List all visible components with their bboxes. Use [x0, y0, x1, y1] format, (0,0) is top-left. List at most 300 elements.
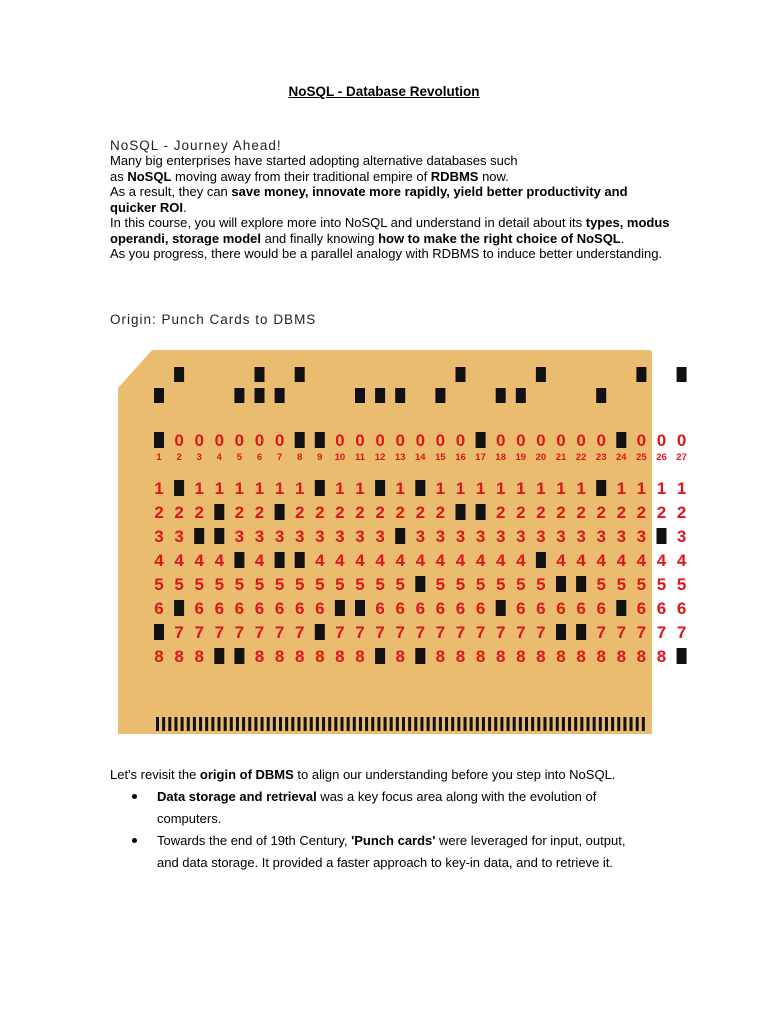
digit-mark: 7	[294, 623, 305, 642]
bottom-tick-mark	[556, 717, 559, 731]
punched-hole	[395, 528, 405, 544]
digit-mark: 3	[475, 527, 486, 546]
digit-mark: 5	[636, 575, 647, 594]
bottom-tick-mark	[279, 717, 282, 731]
digit-mark: 4	[596, 551, 606, 570]
punch-card-graphic	[118, 350, 687, 736]
digit-mark: 3	[415, 527, 426, 546]
digit-mark: 1	[214, 479, 225, 498]
digit-mark: 0	[495, 431, 506, 450]
digit-mark: 7	[475, 623, 486, 642]
digit-mark: 0	[214, 431, 225, 450]
punched-hole	[355, 600, 365, 616]
bottom-tick-mark	[414, 717, 417, 731]
bullet-dot-icon	[132, 838, 137, 843]
bottom-tick-mark	[611, 717, 614, 731]
digit-mark: 4	[455, 551, 466, 570]
digit-mark: 3	[676, 527, 687, 546]
digit-mark: 4	[254, 551, 265, 570]
punched-hole	[154, 432, 164, 448]
bottom-tick-mark	[248, 717, 251, 731]
zone-hole	[435, 388, 445, 403]
bottom-tick-mark	[224, 717, 227, 731]
zone-hole	[395, 388, 405, 403]
column-number-label: 4	[216, 452, 222, 463]
digit-mark: 7	[234, 623, 245, 642]
column-number-label: 17	[475, 452, 486, 463]
digit-mark: 5	[536, 575, 546, 594]
bottom-tick-mark	[341, 717, 344, 731]
punched-hole	[315, 432, 325, 448]
digit-mark: 0	[516, 431, 526, 450]
digit-mark: 5	[435, 575, 446, 594]
bottom-tick-mark	[507, 717, 510, 731]
digit-mark: 1	[194, 479, 204, 498]
digit-mark: 4	[475, 551, 486, 570]
bottom-tick-mark	[587, 717, 590, 731]
digit-mark: 2	[636, 503, 647, 522]
punched-hole	[174, 600, 184, 616]
digit-mark: 0	[395, 431, 405, 450]
digit-mark: 3	[315, 527, 325, 546]
digit-mark: 1	[234, 479, 245, 498]
punched-hole	[375, 480, 385, 496]
digit-mark: 4	[154, 551, 164, 570]
zone-hole	[174, 367, 184, 382]
digit-mark: 7	[656, 623, 667, 642]
column-number-label: 9	[317, 452, 323, 463]
digit-mark: 1	[455, 479, 466, 498]
bottom-tick-mark	[464, 717, 467, 731]
digit-mark: 8	[576, 647, 586, 666]
digit-mark: 6	[435, 599, 446, 618]
bottom-tick-mark	[470, 717, 473, 731]
digit-mark: 6	[415, 599, 426, 618]
digit-mark: 7	[516, 623, 526, 642]
digit-mark: 6	[154, 599, 164, 618]
digit-mark: 7	[395, 623, 405, 642]
bottom-tick-mark	[636, 717, 639, 731]
digit-mark: 7	[194, 623, 204, 642]
bottom-tick-mark	[519, 717, 522, 731]
bottom-tick-mark	[402, 717, 405, 731]
punched-hole	[234, 648, 244, 664]
digit-mark: 4	[656, 551, 667, 570]
digit-mark: 6	[234, 599, 245, 618]
digit-mark: 3	[435, 527, 446, 546]
punched-hole	[677, 648, 687, 664]
column-number-label: 25	[636, 452, 647, 463]
column-number-label: 13	[394, 452, 406, 463]
column-number-label: 18	[495, 452, 506, 463]
digit-mark: 0	[254, 431, 265, 450]
digit-mark: 8	[174, 647, 184, 666]
digit-mark: 6	[194, 599, 204, 618]
digit-mark: 7	[254, 623, 265, 642]
bottom-tick-mark	[156, 717, 159, 731]
bottom-tick-mark	[205, 717, 208, 731]
bottom-tick-mark	[211, 717, 214, 731]
punched-hole	[476, 432, 486, 448]
digit-mark: 5	[274, 575, 285, 594]
digit-mark: 6	[556, 599, 566, 618]
digit-mark: 3	[335, 527, 345, 546]
digit-mark: 1	[294, 479, 305, 498]
bottom-tick-mark	[261, 717, 264, 731]
zone-hole	[355, 388, 365, 403]
digit-mark: 8	[455, 647, 466, 666]
bullet-text: Towards the end of 19th Century, 'Punch cards' were leveraged for input, output, and data storage. It provided a faster approach to key-in data, and to retrieve it.	[157, 833, 626, 870]
digit-mark: 4	[576, 551, 586, 570]
digit-mark: 2	[395, 503, 405, 522]
bottom-tick-mark	[359, 717, 362, 731]
digit-mark: 1	[395, 479, 405, 498]
column-number-label: 20	[535, 452, 547, 463]
document-title: NoSQL - Database Revolution	[288, 84, 480, 99]
digit-mark: 2	[616, 503, 627, 522]
column-number-label: 11	[354, 452, 366, 463]
digit-mark: 1	[254, 479, 265, 498]
punched-hole	[596, 480, 606, 496]
origin-body	[110, 764, 650, 874]
punched-hole	[214, 528, 224, 544]
digit-mark: 1	[475, 479, 486, 498]
digit-mark: 2	[294, 503, 305, 522]
digit-mark: 7	[536, 623, 546, 642]
digit-mark: 5	[495, 575, 506, 594]
digit-mark: 4	[636, 551, 647, 570]
digit-mark: 7	[415, 623, 426, 642]
digit-mark: 2	[234, 503, 245, 522]
digit-mark: 4	[315, 551, 325, 570]
digit-mark: 5	[355, 575, 365, 594]
bottom-tick-mark	[623, 717, 626, 731]
digit-mark: 4	[556, 551, 566, 570]
digit-mark: 2	[415, 503, 426, 522]
bottom-tick-mark	[396, 717, 399, 731]
digit-mark: 7	[676, 623, 687, 642]
digit-mark: 3	[596, 527, 606, 546]
digit-mark: 6	[455, 599, 466, 618]
digit-mark: 1	[355, 479, 365, 498]
punched-hole	[576, 624, 586, 640]
bottom-tick-mark	[230, 717, 233, 731]
bottom-tick-mark	[218, 717, 221, 731]
digit-mark: 7	[596, 623, 606, 642]
zone-hole	[255, 367, 265, 382]
bottom-tick-mark	[187, 717, 190, 731]
digit-mark: 3	[616, 527, 627, 546]
digit-mark: 0	[194, 431, 204, 450]
punched-hole	[154, 624, 164, 640]
bottom-tick-mark	[353, 717, 356, 731]
bottom-tick-mark	[242, 717, 245, 731]
column-number-label: 5	[236, 452, 243, 463]
digit-mark: 2	[335, 503, 345, 522]
punched-hole	[214, 648, 224, 664]
bottom-tick-mark	[236, 717, 239, 731]
origin-intro-paragraph: Let's revisit the origin of DBMS to align our understanding before you step into NoSQL.	[110, 767, 616, 782]
digit-mark: 8	[254, 647, 265, 666]
punched-hole	[496, 600, 506, 616]
digit-mark: 3	[455, 527, 466, 546]
punched-hole	[536, 552, 546, 568]
intro-paragraph: as NoSQL moving away from their traditional empire of RDBMS now.	[110, 168, 509, 184]
bottom-tick-mark	[408, 717, 411, 731]
intro-paragraph: In this course, you will explore more into NoSQL and understand in detail about its types, modus operandi, storage model and finally knowing how to make the right choice of NoSQL.	[110, 215, 670, 246]
punched-hole	[174, 480, 184, 496]
column-number-label: 16	[455, 452, 466, 463]
column-number-label: 24	[616, 452, 627, 463]
section-heading-journey: NoSQL - Journey Ahead!	[110, 138, 282, 153]
digit-mark: 5	[254, 575, 265, 594]
bottom-tick-mark	[162, 717, 165, 731]
digit-mark: 0	[596, 431, 606, 450]
bottom-tick-mark	[599, 717, 602, 731]
column-number-label: 10	[334, 452, 346, 463]
bottom-tick-mark	[494, 717, 497, 731]
bottom-tick-mark	[531, 717, 534, 731]
column-number-label: 8	[297, 452, 303, 463]
digit-mark: 0	[174, 431, 184, 450]
intro-paragraph: Many big enterprises have started adopting alternative databases such	[110, 153, 518, 168]
digit-mark: 5	[154, 575, 164, 594]
punched-hole	[616, 600, 626, 616]
zone-hole	[375, 388, 385, 403]
digit-mark: 8	[656, 647, 667, 666]
zone-hole	[677, 367, 687, 382]
digit-mark: 0	[676, 431, 687, 450]
punch-card-image	[118, 350, 687, 736]
bottom-tick-mark	[630, 717, 633, 731]
digit-mark: 1	[536, 479, 546, 498]
bottom-tick-mark	[322, 717, 325, 731]
column-number-label: 27	[676, 452, 687, 463]
digit-mark: 3	[636, 527, 647, 546]
bottom-tick-mark	[476, 717, 479, 731]
digit-mark: 0	[335, 431, 345, 450]
punched-hole	[295, 432, 305, 448]
digit-mark: 4	[335, 551, 345, 570]
digit-mark: 7	[435, 623, 446, 642]
zone-hole	[636, 367, 646, 382]
digit-mark: 3	[174, 527, 184, 546]
bottom-tick-mark	[304, 717, 307, 731]
bottom-tick-mark	[384, 717, 387, 731]
digit-mark: 1	[556, 479, 566, 498]
digit-mark: 7	[375, 623, 385, 642]
digit-mark: 4	[174, 551, 184, 570]
digit-mark: 8	[616, 647, 627, 666]
bottom-tick-mark	[316, 717, 319, 731]
digit-mark: 0	[455, 431, 466, 450]
digit-mark: 7	[274, 623, 285, 642]
digit-mark: 0	[576, 431, 586, 450]
bottom-tick-mark	[605, 717, 608, 731]
digit-mark: 5	[174, 575, 184, 594]
digit-mark: 5	[234, 575, 245, 594]
digit-mark: 5	[214, 575, 225, 594]
digit-mark: 8	[556, 647, 566, 666]
column-number-label: 26	[656, 452, 667, 463]
digit-mark: 7	[495, 623, 506, 642]
punched-hole	[275, 504, 285, 520]
punched-hole	[194, 528, 204, 544]
digit-mark: 8	[315, 647, 325, 666]
digit-mark: 1	[495, 479, 506, 498]
punched-hole	[657, 528, 667, 544]
digit-mark: 8	[636, 647, 647, 666]
bottom-tick-mark	[562, 717, 565, 731]
intro-paragraphs	[110, 153, 670, 262]
column-number-label: 12	[374, 452, 386, 463]
digit-mark: 3	[516, 527, 526, 546]
digit-mark: 1	[335, 479, 345, 498]
bottom-tick-mark	[328, 717, 331, 731]
bottom-tick-mark	[254, 717, 257, 731]
bottom-tick-mark	[297, 717, 300, 731]
punched-hole	[295, 552, 305, 568]
zone-hole	[275, 388, 285, 403]
bottom-tick-mark	[377, 717, 380, 731]
digit-mark: 4	[375, 551, 385, 570]
digit-mark: 7	[636, 623, 647, 642]
digit-mark: 2	[676, 503, 687, 522]
digit-mark: 6	[294, 599, 305, 618]
digit-mark: 4	[435, 551, 446, 570]
bottom-tick-mark	[568, 717, 571, 731]
bullet-item	[110, 830, 650, 874]
column-number-label: 1	[156, 452, 162, 463]
digit-mark: 6	[375, 599, 385, 618]
punched-hole	[335, 600, 345, 616]
column-number-label: 23	[595, 452, 607, 463]
digit-mark: 4	[395, 551, 405, 570]
bottom-tick-mark	[371, 717, 374, 731]
digit-mark: 8	[294, 647, 305, 666]
zone-hole	[596, 388, 606, 403]
digit-mark: 3	[576, 527, 586, 546]
digit-mark: 1	[636, 479, 647, 498]
digit-mark: 6	[656, 599, 667, 618]
digit-mark: 5	[375, 575, 385, 594]
digit-mark: 7	[355, 623, 365, 642]
bottom-tick-mark	[451, 717, 454, 731]
digit-mark: 4	[676, 551, 687, 570]
digit-mark: 0	[435, 431, 446, 450]
intro-paragraph: As a result, they can save money, innovate more rapidly, yield better productivity and quicker ROI.	[110, 184, 628, 215]
bottom-tick-mark	[420, 717, 423, 731]
bottom-tick-mark	[482, 717, 485, 731]
column-number-label: 14	[415, 452, 426, 463]
digit-mark: 1	[676, 479, 687, 498]
digit-mark: 3	[375, 527, 385, 546]
digit-mark: 1	[516, 479, 526, 498]
punched-hole	[415, 480, 425, 496]
bottom-tick-mark	[580, 717, 583, 731]
digit-mark: 6	[395, 599, 405, 618]
digit-mark: 2	[516, 503, 526, 522]
bottom-tick-mark	[199, 717, 202, 731]
digit-mark: 0	[536, 431, 546, 450]
digit-mark: 7	[616, 623, 627, 642]
bottom-tick-mark	[168, 717, 171, 731]
bottom-tick-mark	[365, 717, 368, 731]
digit-mark: 4	[495, 551, 506, 570]
digit-mark: 5	[455, 575, 466, 594]
zone-hole	[496, 388, 506, 403]
bottom-tick-mark	[347, 717, 350, 731]
punched-hole	[315, 624, 325, 640]
column-number-label: 3	[196, 452, 202, 463]
digit-mark: 6	[274, 599, 285, 618]
punched-hole	[456, 504, 466, 520]
digit-mark: 6	[315, 599, 325, 618]
digit-mark: 6	[475, 599, 486, 618]
digit-mark: 4	[214, 551, 225, 570]
digit-mark: 8	[475, 647, 486, 666]
bottom-tick-mark	[181, 717, 184, 731]
column-number-label: 21	[555, 452, 567, 463]
bottom-tick-mark	[433, 717, 436, 731]
bottom-tick-mark	[445, 717, 448, 731]
bullet-dot-icon	[132, 794, 137, 799]
digit-mark: 2	[495, 503, 506, 522]
digit-mark: 0	[355, 431, 365, 450]
digit-mark: 8	[395, 647, 405, 666]
digit-mark: 1	[576, 479, 586, 498]
digit-mark: 3	[495, 527, 506, 546]
punched-hole	[315, 480, 325, 496]
bottom-tick-mark	[525, 717, 528, 731]
punched-hole	[375, 648, 385, 664]
digit-mark: 0	[375, 431, 385, 450]
digit-mark: 3	[355, 527, 365, 546]
bottom-tick-mark	[500, 717, 503, 731]
punched-hole	[415, 576, 425, 592]
zone-hole	[536, 367, 546, 382]
punched-hole	[234, 552, 244, 568]
digit-mark: 2	[576, 503, 586, 522]
bullet-item	[110, 786, 650, 830]
digit-mark: 2	[355, 503, 365, 522]
digit-mark: 0	[274, 431, 285, 450]
bottom-tick-mark	[617, 717, 620, 731]
column-number-label: 22	[575, 452, 587, 463]
digit-mark: 7	[174, 623, 184, 642]
punched-hole	[576, 576, 586, 592]
column-number-label: 6	[256, 452, 263, 463]
bottom-tick-mark	[334, 717, 337, 731]
digit-mark: 6	[214, 599, 225, 618]
bottom-tick-mark	[550, 717, 553, 731]
digit-mark: 2	[556, 503, 566, 522]
digit-mark: 2	[656, 503, 667, 522]
digit-mark: 4	[194, 551, 204, 570]
digit-mark: 3	[536, 527, 546, 546]
zone-hole	[234, 388, 244, 403]
digit-mark: 2	[254, 503, 265, 522]
bottom-tick-mark	[193, 717, 196, 731]
bottom-tick-mark	[488, 717, 491, 731]
digit-mark: 2	[194, 503, 204, 522]
digit-mark: 1	[616, 479, 627, 498]
digit-mark: 7	[335, 623, 345, 642]
digit-mark: 8	[536, 647, 546, 666]
digit-mark: 1	[274, 479, 285, 498]
digit-mark: 6	[254, 599, 265, 618]
digit-mark: 1	[154, 479, 164, 498]
